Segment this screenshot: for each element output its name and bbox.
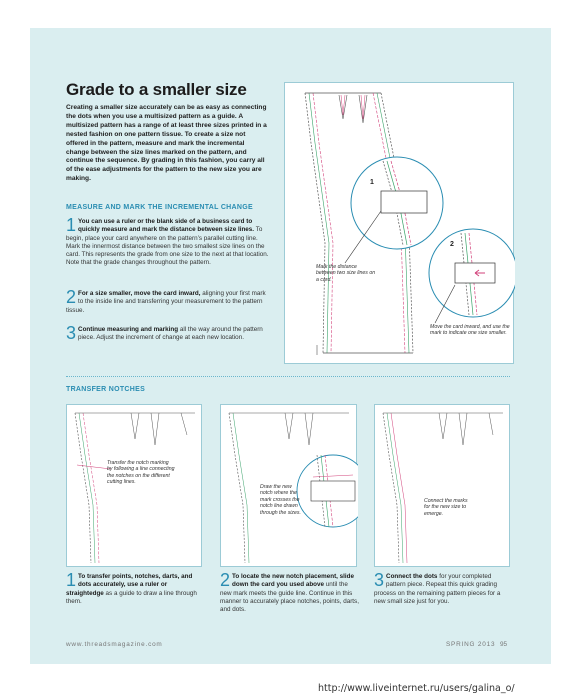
step-lead: To locate the new notch placement, slide down the card you used above xyxy=(232,573,355,589)
step-number: 1 xyxy=(66,215,77,235)
step-body: aligning your first mark to the inside line and transferring your measurement to the pattern tissue. xyxy=(66,290,266,314)
callout-number-1: 1 xyxy=(370,179,374,186)
step-body: as a guide to draw a line through them. xyxy=(66,589,197,605)
notch-illustration-3 xyxy=(374,404,510,567)
step-body: until the new mark meets the guide line. Continue in this manner to accurately place notches, points, darts, and dots. xyxy=(220,581,359,614)
footer-website: www.threadsmagazine.com xyxy=(66,641,163,648)
step-number: 1 xyxy=(66,570,77,590)
step-number: 3 xyxy=(374,570,385,590)
measure-step-1 xyxy=(66,215,271,268)
caption-transfer-notch: Transfer the notch marking by following a line connecting the notches on the different cutting lines. xyxy=(107,460,175,486)
grading-illustration xyxy=(284,82,514,364)
section-divider xyxy=(66,376,510,377)
footer-issue: SPRING 2013 xyxy=(446,641,496,648)
intro-paragraph: Creating a smaller size accurately can be as easy as connecting the dots when you use a multisized pattern as a guide. A multisized pattern has a range of at least three sizes printed in a nested fashion on one pattern tissue. To create a size not offered in the pattern, measure and mark the incremental change between the size lines marked on the pattern, and continue the sequence. By grading in this fashion, you carry all of the ease adjustments for the pattern to the new size you are making. xyxy=(66,104,267,183)
measure-step-2 xyxy=(66,287,271,315)
step-body: for your completed pattern piece. Repeat this quick grading process on the remaining pattern pieces for a new small size just for you. xyxy=(374,573,501,605)
source-watermark: http://www.liveinternet.ru/users/galina_o/ xyxy=(318,683,515,694)
notch-step-3 xyxy=(374,570,510,606)
step-number: 3 xyxy=(66,323,77,343)
step-body: all the way around the pattern piece. Adjust the increment of change at each new location. xyxy=(78,326,263,342)
notch-step-2 xyxy=(220,570,360,614)
notch-drawing-3 xyxy=(375,405,511,568)
measure-step-3 xyxy=(66,323,271,343)
page-number: 95 xyxy=(500,641,508,648)
step-lead: Continue measuring and marking xyxy=(78,326,179,333)
notch-step-1 xyxy=(66,570,201,606)
callout-number-2: 2 xyxy=(450,241,454,248)
step-lead: You can use a ruler or the blank side of a business card to quickly measure and mark the distance between size lines. xyxy=(78,218,255,234)
step-lead: Connect the dots xyxy=(386,573,438,580)
section-heading-measure: MEASURE AND MARK THE INCREMENTAL CHANGE xyxy=(66,204,253,211)
caption-draw-notch: Draw the new notch where the mark crosses the notch line drawn through the sizes. xyxy=(260,484,301,516)
page-title: Grade to a smaller size xyxy=(66,80,247,99)
step-number: 2 xyxy=(220,570,231,590)
step-lead: To transfer points, notches, darts, and dots accurately, use a ruler or straightedge xyxy=(66,573,193,597)
step-body: To begin, place your card anywhere on the pattern’s parallel cutting line. Mark the innermost distance between the two smallest size lines on the card. This represents the grade from one size to the next at that location. Note that the grade changes throughout the pattern. xyxy=(66,226,269,267)
step-lead: For a size smaller, move the card inward, xyxy=(78,290,201,297)
caption-move-card: Move the card inward, and use the mark to indicate one size smaller. xyxy=(430,324,510,337)
caption-mark-distance: Mark the distance between two size lines on a card. xyxy=(316,264,376,283)
section-heading-notches: TRANSFER NOTCHES xyxy=(66,386,146,393)
step-number: 2 xyxy=(66,287,77,307)
notch-drawing-1 xyxy=(67,405,203,568)
trouser-pattern-drawing xyxy=(285,83,515,365)
caption-connect-marks: Connect the marks for the new size to emerge. xyxy=(424,498,468,517)
